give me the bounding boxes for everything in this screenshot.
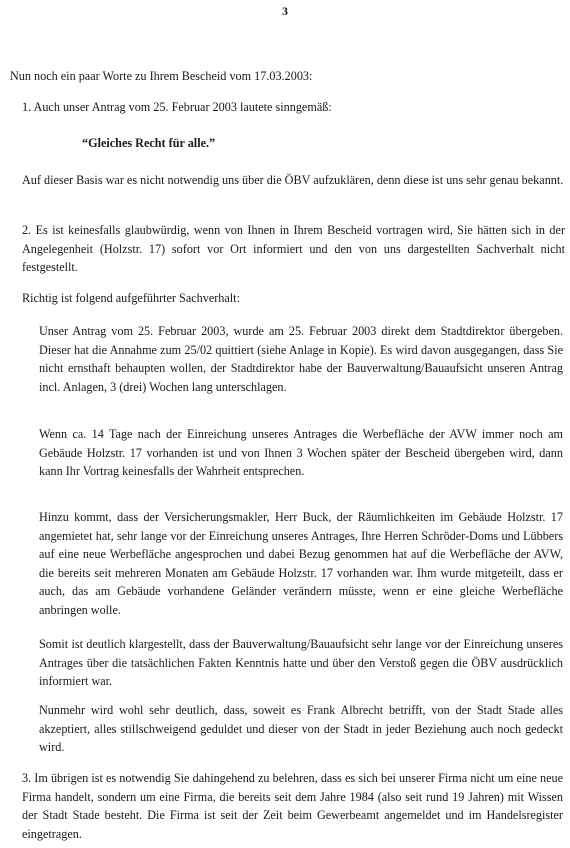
fact-paragraph-1: Unser Antrag vom 25. Februar 2003, wurde am 25. Februar 2003 direkt dem Stadtdirektor übergeben. Dieser hat die Annahme zum 25/02 quittiert (siehe Anlage in Kopie). Es wird davon ausgegangen, dass Sie nicht ernsthaft behaupten wollen, der Stadtdirektor habe der Bauverwaltung/Bauaufsicht unseren Antrag incl. Anlagen, 3 (drei) Wochen lang unterschlagen.: [39, 324, 563, 394]
basis-paragraph: Auf dieser Basis war es nicht notwendig uns über die ÖBV aufzuklären, denn diese ist uns sehr genau bekannt.: [22, 173, 564, 187]
fact-paragraph-3: Hinzu kommt, dass der Versicherungsmakler, Herr Buck, der Räumlichkeiten im Gebäude Holzstr. 17 angemietet hat, sehr lange vor der Einreichung unseres Antrages, Ihre Herren Schröder-Doms und Lübbers auf eine neue Werbefläche angesprochen und dabei Bezug genommen hat auf die Werbefläche der AVW, die bereits seit mehreren Monaten am Gebäude Holzstr. 17 vorhanden war. Ihm wurde mitgeteilt, dass er auch, das am Gebäude vorhandene Geländer verändern müsste, wenn er eine gleiche Werbefläche anbringen wolle.: [39, 510, 563, 617]
fact-paragraph-4: Somit ist deutlich klargestellt, dass der Bauverwaltung/Bauaufsicht sehr lange vor der Einreichung unseres Antrages über die tatsächlichen Fakten Kenntnis hatte und über den Verstoß gegen die ÖBV ausdrücklich informiert war.: [39, 637, 563, 689]
slogan-quote: “Gleiches Recht für alle.”: [82, 136, 216, 150]
point-2: 2. Es ist keinesfalls glaubwürdig, wenn von Ihnen in Ihrem Bescheid vortragen wird, Sie hätten sich in der Angelegenheit (Holzstr. 17) sofort vor Ort informiert und den von uns dargestellten Sachverhalt nicht festgestellt.: [22, 223, 565, 275]
point-1: 1. Auch unser Antrag vom 25. Februar 2003 lautete sinngemäß:: [22, 100, 332, 114]
fact-paragraph-5: Nunmehr wird wohl sehr deutlich, dass, soweit es Frank Albrecht betrifft, von der Stadt Stade alles akzeptiert, alles stillschweigend geduldet und dieser von der Stadt in jeder Beziehung auch noch gedeckt wird.: [39, 703, 563, 755]
point-3: 3. Im übrigen ist es notwendig Sie dahingehend zu belehren, dass es sich bei unserer Firma nicht um eine neue Firma handelt, sondern um eine Firma, die bereits seit dem Jahre 1984 (also seit rund 19 Jahren) mit Wissen der Stadt Stade besteht. Die Firma ist seit der Zeit beim Gewerbeamt angemeldet und im Handelsregister eingetragen.: [22, 771, 563, 841]
fact-paragraph-2: Wenn ca. 14 Tage nach der Einreichung unseres Antrages die Werbefläche der AVW immer noch am Gebäude Holzstr. 17 vorhanden ist und von Ihnen 3 Wochen später der Bescheid übergeben wird, dann kann Ihr Vortrag keinesfalls der Wahrheit entsprechen.: [39, 427, 563, 479]
facts-heading: Richtig ist folgend aufgeführter Sachverhalt:: [22, 291, 240, 305]
intro-line: Nun noch ein paar Worte zu Ihrem Bescheid vom 17.03.2003:: [10, 69, 313, 83]
page-number: 3: [282, 4, 288, 18]
